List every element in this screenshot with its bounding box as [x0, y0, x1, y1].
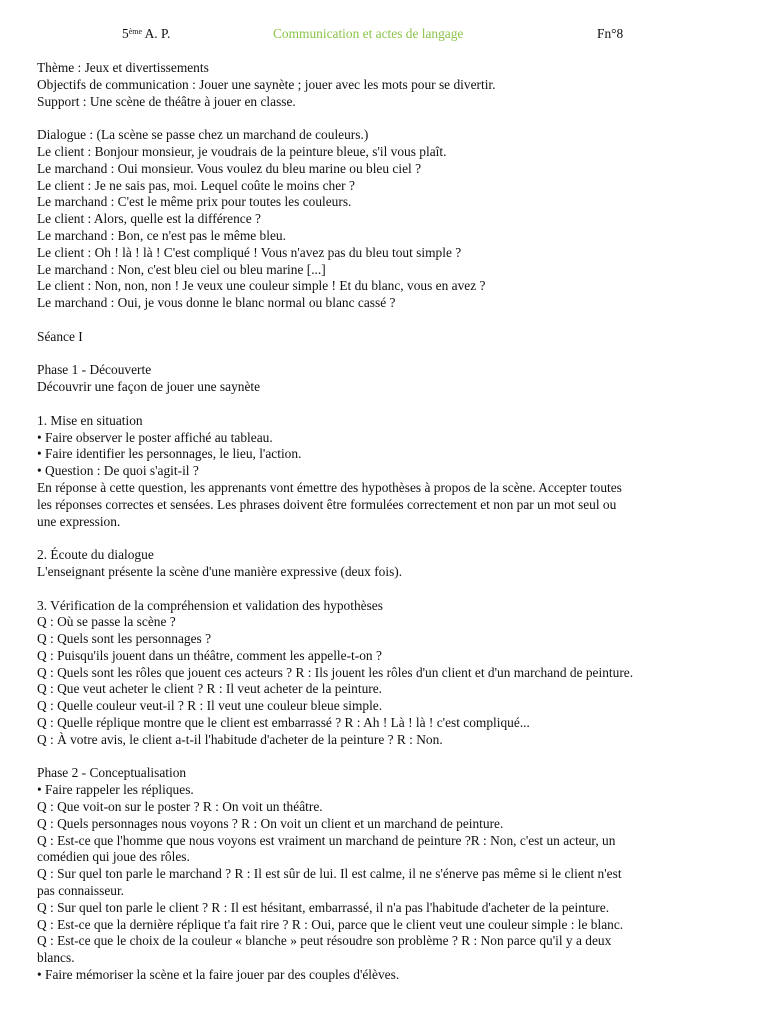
text-line: Le client : Je ne sais pas, moi. Lequel coûte le moins cher ?	[37, 177, 355, 193]
text-line: • Faire identifier les personnages, le lieu, l'action.	[37, 446, 302, 462]
document-body	[37, 60, 737, 984]
text-line: En réponse à cette question, les apprenants vont émettre des hypothèses à propos de la scène. Accepter toutes	[37, 479, 622, 495]
text-line: L'enseignant présente la scène d'une manière expressive (deux fois).	[37, 563, 403, 579]
text-line: Q : Où se passe la scène ?	[37, 614, 176, 630]
text-line: Le marchand : Oui, je vous donne le blanc normal ou blanc cassé ?	[37, 295, 396, 311]
text-line: Q : Que voit-on sur le poster ? R : On voit un théâtre.	[37, 799, 323, 815]
text-line: Le client : Alors, quelle est la différence ?	[37, 211, 261, 227]
text-line: Support : Une scène de théâtre à jouer en classe.	[37, 93, 296, 109]
text-line: Le client : Oh ! là ! là ! C'est compliqué ! Vous n'avez pas du bleu tout simple ?	[37, 244, 462, 260]
lesson-title: Communication et actes de langage	[273, 26, 464, 41]
text-line: Q : Quels sont les personnages ?	[37, 631, 212, 647]
text-line: • Question : De quoi s'agit-il ?	[37, 463, 199, 479]
text-line: Q : Quelle couleur veut-il ? R : Il veut une couleur bleue simple.	[37, 698, 383, 714]
text-line: Thème : Jeux et divertissements	[37, 60, 209, 75]
paragraph-spacer	[37, 530, 737, 547]
text-line: Objectifs de communication : Jouer une saynète ; jouer avec les mots pour se divertir.	[37, 76, 496, 92]
text-line: • Faire rappeler les répliques.	[37, 782, 194, 798]
paragraph-spacer	[37, 581, 737, 598]
text-line: les réponses correctes et sensées. Les phrases doivent être formulées correctement et non par un mot seul ou	[37, 496, 617, 512]
text-line: Q : Sur quel ton parle le marchand ? R : Il est sûr de lui. Il est calme, il ne s'énerve pas même si le client n'est	[37, 866, 622, 882]
text-line: Q : Quelle réplique montre que le client est embarrassé ? R : Ah ! Là ! là ! c'est compliqué...	[37, 715, 530, 731]
text-line: Q : Est-ce que l'homme que nous voyons est vraiment un marchand de peinture ?R : Non, c'est un acteur, un	[37, 832, 616, 848]
text-line: Q : Est-ce que la dernière réplique t'a fait rire ? R : Oui, parce que le client veut une couleur simple : le blanc.	[37, 916, 624, 932]
text-line: Q : Est-ce que le choix de la couleur « blanche » peut résoudre son problème ? R : Non parce qu'il y a deux	[37, 933, 612, 949]
class-suffix: A. P.	[142, 26, 171, 41]
paragraph-spacer	[37, 110, 737, 127]
text-line: 2. Écoute du dialogue	[37, 547, 154, 563]
text-line: Q : Quels sont les rôles que jouent ces acteurs ? R : Ils jouent les rôles d'un client et d'un marchand de peinture.	[37, 664, 634, 680]
text-line: Le marchand : Bon, ce n'est pas le même bleu.	[37, 227, 286, 243]
text-line: comédien qui joue des rôles.	[37, 849, 190, 865]
text-line: Q : Puisqu'ils jouent dans un théâtre, comment les appelle-t-on ?	[37, 647, 382, 663]
paragraph-spacer	[37, 346, 737, 363]
text-line: Le marchand : Oui monsieur. Vous voulez du bleu marine ou bleu ciel ?	[37, 160, 422, 176]
class-level	[122, 26, 170, 43]
text-line: 1. Mise en situation	[37, 412, 143, 428]
text-line: Phase 2 - Conceptualisation	[37, 765, 187, 781]
paragraph-spacer	[37, 396, 737, 413]
class-superscript: ème	[128, 27, 143, 36]
text-line: Dialogue : (La scène se passe chez un marchand de couleurs.)	[37, 127, 369, 143]
text-line: Le client : Bonjour monsieur, je voudrais de la peinture bleue, s'il vous plaît.	[37, 143, 447, 159]
text-line: Le client : Non, non, non ! Je veux une couleur simple ! Et du blanc, vous en avez ?	[37, 278, 486, 294]
text-line: pas connaisseur.	[37, 883, 125, 899]
class-number: 5	[122, 26, 129, 41]
text-line: Le marchand : Non, c'est bleu ciel ou bleu marine [...]	[37, 261, 326, 277]
text-line: 3. Vérification de la compréhension et validation des hypothèses	[37, 597, 383, 613]
paragraph-spacer	[37, 312, 737, 329]
page-header	[0, 26, 768, 44]
text-line: Q : Quels personnages nous voyons ? R : On voit un client et un marchand de peinture.	[37, 815, 504, 831]
text-line: • Faire mémoriser la scène et la faire jouer par des couples d'élèves.	[37, 967, 400, 983]
text-line: Q : Que veut acheter le client ? R : Il veut acheter de la peinture.	[37, 681, 383, 697]
text-line: Découvrir une façon de jouer une saynète	[37, 379, 261, 395]
text-line: Phase 1 - Découverte	[37, 362, 152, 378]
text-line: • Faire observer le poster affiché au tableau.	[37, 429, 273, 445]
text-line: une expression.	[37, 513, 121, 529]
text-line: Q : À votre avis, le client a-t-il l'habitude d'acheter de la peinture ? R : Non.	[37, 731, 443, 747]
paragraph-spacer	[37, 749, 737, 766]
text-line: Le marchand : C'est le même prix pour toutes les couleurs.	[37, 194, 352, 210]
text-line: Q : Sur quel ton parle le client ? R : Il est hésitant, embarrassé, il n'a pas l'habitude d'acheter de la peinture.	[37, 899, 610, 915]
sheet-number: Fn°8	[597, 26, 624, 41]
text-line: Séance I	[37, 328, 83, 344]
text-line: blancs.	[37, 950, 75, 966]
